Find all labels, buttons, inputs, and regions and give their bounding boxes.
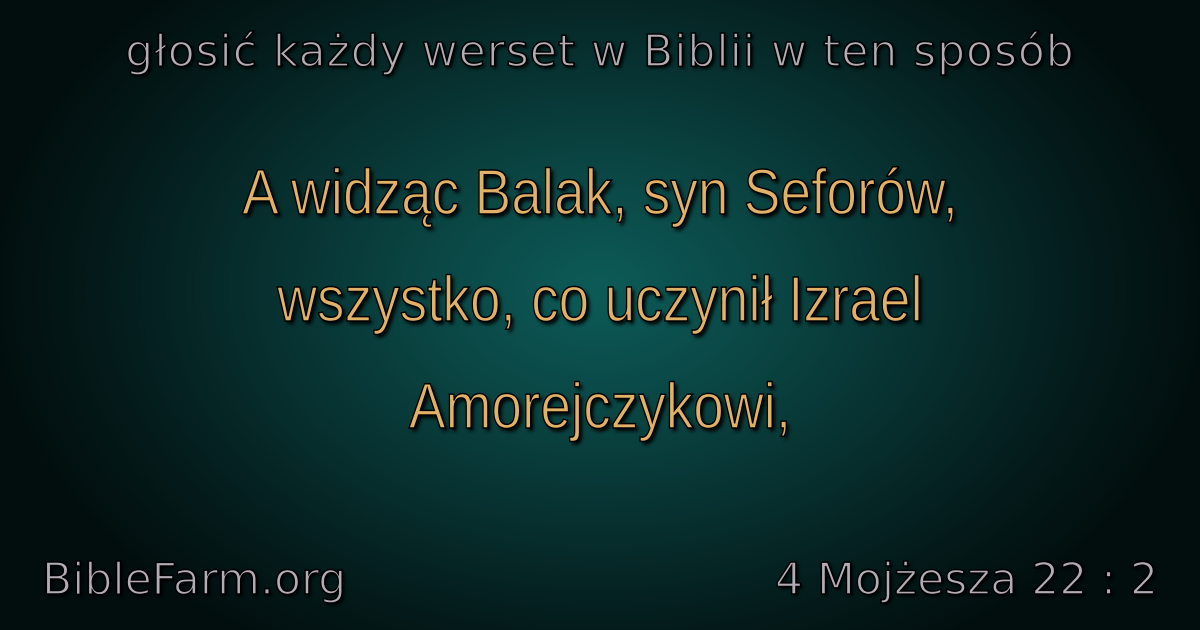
verse-line: wszystko, co uczynił Izrael [277, 263, 923, 335]
verse-line: A widząc Balak, syn Seforów, [242, 156, 958, 228]
verse-text [170, 139, 1030, 460]
tagline: głosić każdy werset w Biblii w ten sposób [125, 26, 1075, 77]
site-name: BibleFarm.org [42, 554, 347, 605]
verse-reference: 4 Mojżesza 22 : 2 [774, 554, 1158, 605]
verse-line: Amorejczykowi, [408, 370, 792, 442]
